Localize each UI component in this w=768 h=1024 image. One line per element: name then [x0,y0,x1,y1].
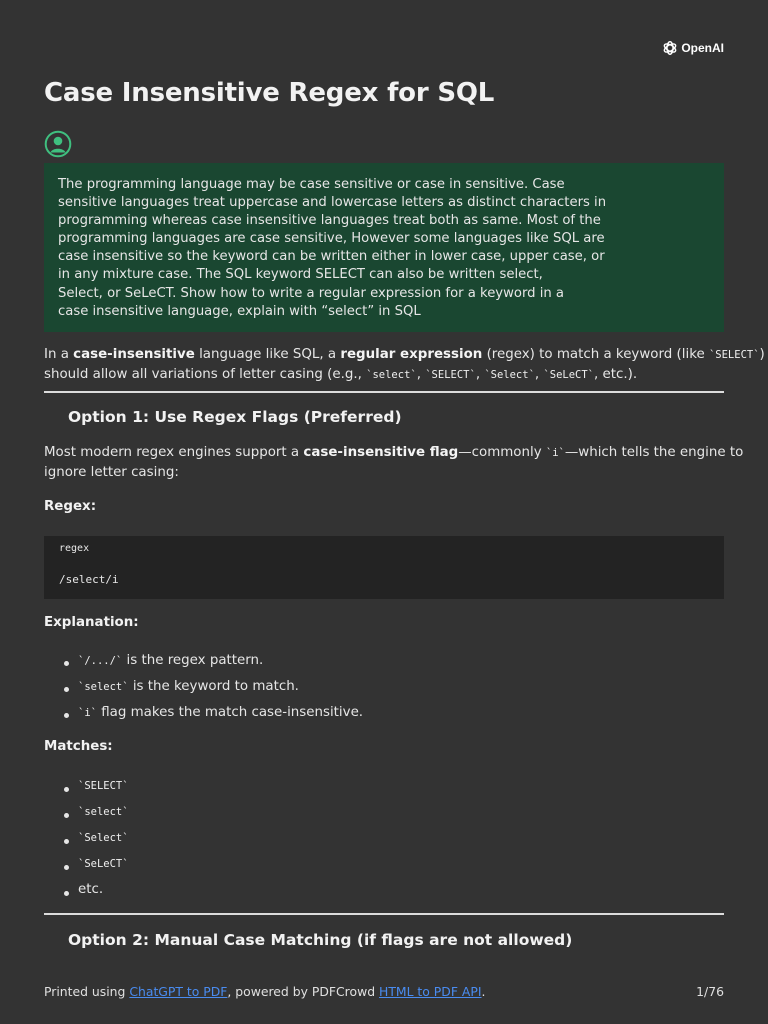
prompt-line: case insensitive so the keyword can be written either in lower case, upper case, or [58,249,605,265]
option1-heading: Option 1: Use Regex Flags (Preferred) [68,408,402,426]
list-item: `Select` [44,828,724,854]
page-footer: Printed using ChatGPT to PDF, powered by PDFCrowd HTML to PDF API. 1/76 [44,984,724,999]
section-divider [44,391,724,393]
list-item: `/.../` is the regex pattern. [44,650,724,676]
list-item: `i` flag makes the match case-insensitive. [44,702,724,728]
prompt-line: The programming language may be case sensitive or case in sensitive. Case [58,177,565,192]
bullet-icon [64,713,69,718]
prompt-line: case insensitive language, explain with “select” in SQL [58,303,421,319]
bullet-icon [64,891,69,896]
regex-label: Regex: [44,499,97,514]
openai-logo-icon [662,40,678,56]
user-prompt-box [44,163,724,332]
bullet-icon [64,839,69,844]
intro-line-1: In a case-insensitive language like SQL, a regular expression (regex) to match a keyword (like `SELECT`) [44,347,765,362]
list-item: etc. [44,880,724,906]
explanation-list [44,650,724,728]
code-block[interactable] [44,536,724,599]
section-divider [44,913,724,915]
list-item: `select` is the keyword to match. [44,676,724,702]
matches-list [44,776,724,906]
page-number: 1/76 [696,984,724,999]
brand-name: OpenAI [681,41,724,55]
intro-line-2: should allow all variations of letter casing (e.g., `select`, `SELECT`, `Select`, `SeLeCT`, etc.). [44,367,638,382]
html-to-pdf-api-link[interactable]: HTML to PDF API [379,984,482,999]
list-item: `select` [44,802,724,828]
bullet-icon [64,865,69,870]
intro-paragraph [44,345,765,385]
code-content: /select/i [59,573,119,586]
bullet-icon [64,661,69,666]
prompt-line: in any mixture case. The SQL keyword SELECT can also be written select, [58,267,543,283]
bullet-icon [64,813,69,818]
code-language-label: regex [59,543,90,554]
user-avatar-icon [44,130,72,158]
prompt-line: programming whereas case insensitive languages treat both as same. Most of the [58,213,601,229]
bullet-icon [64,687,69,692]
page-title: Case Insensitive Regex for SQL [44,78,495,108]
list-item: `SeLeCT` [44,854,724,880]
prompt-line: Select, or SeLeCT. Show how to write a regular expression for a keyword in a [58,285,565,301]
bullet-icon [64,787,69,792]
prompt-line: sensitive languages treat uppercase and lowercase letters as distinct characters in [58,195,607,211]
explanation-label: Explanation: [44,615,139,630]
prompt-line: programming languages are case sensitive, However some languages like SQL are [58,231,605,247]
brand-logo [662,40,724,56]
option2-heading: Option 2: Manual Case Matching (if flags are not allowed) [68,931,573,949]
document-page [44,0,765,1024]
matches-label: Matches: [44,739,113,754]
list-item: `SELECT` [44,776,724,802]
option1-paragraph: Most modern regex engines support a case-insensitive flag—commonly `i`—which tells the engine to ignore letter casing: [44,445,744,480]
chatgpt-to-pdf-link[interactable]: ChatGPT to PDF [129,984,228,999]
